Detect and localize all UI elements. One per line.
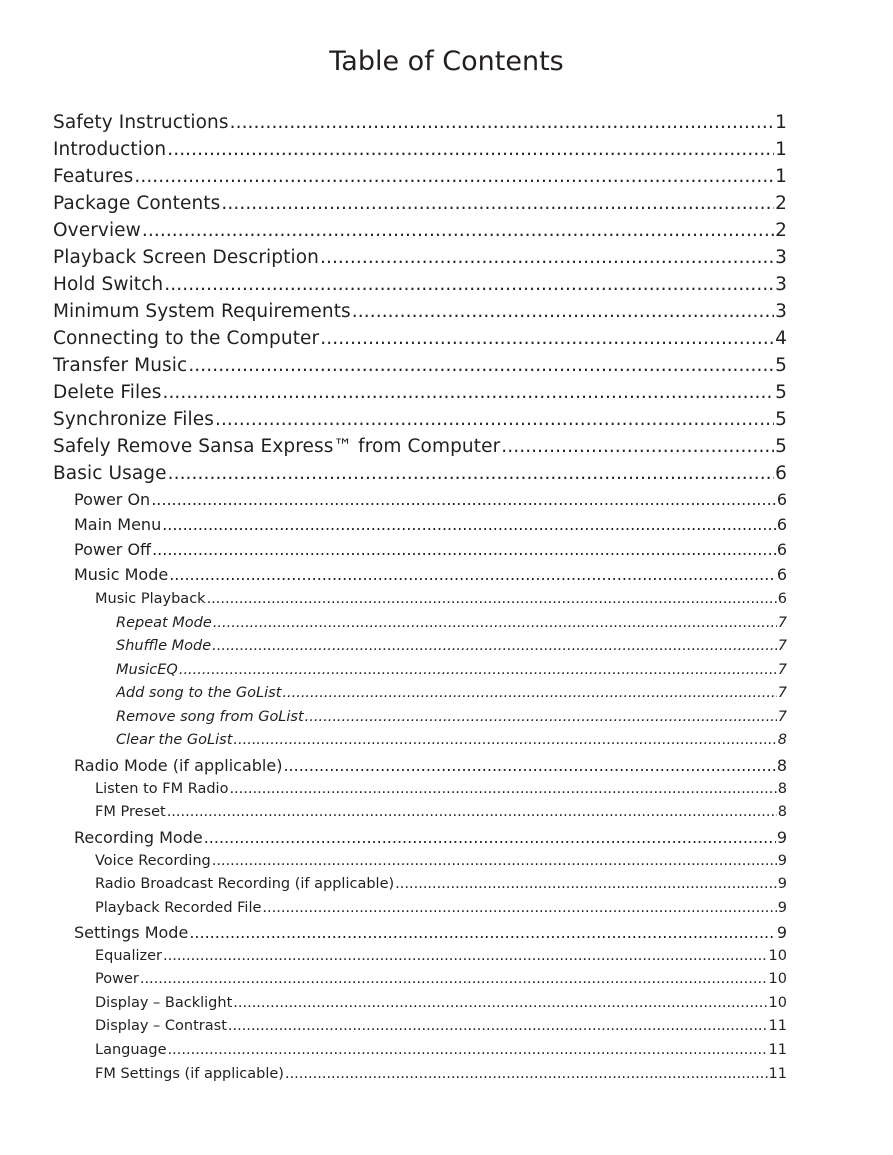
- dot-leader: [134, 166, 774, 187]
- toc-entry-page: 5: [775, 355, 787, 376]
- toc-entry-label: Power On: [74, 490, 151, 509]
- dot-leader: [215, 409, 774, 430]
- toc-entry-page: 5: [775, 436, 787, 457]
- dot-leader: [285, 1066, 768, 1082]
- dot-leader: [142, 220, 774, 241]
- toc-entry-page: 1: [775, 139, 787, 160]
- toc-entry-page: 3: [775, 274, 787, 295]
- toc-entry-page: 6: [776, 565, 787, 584]
- toc-entry-page: 6: [775, 463, 787, 484]
- toc-entry-page: 11: [768, 1018, 787, 1034]
- toc-entry-label: Display – Contrast: [95, 1018, 227, 1034]
- dot-leader: [233, 732, 776, 748]
- toc-entry-label: MusicEQ: [116, 662, 178, 678]
- toc-entry-label: Radio Broadcast Recording (if applicable): [95, 876, 395, 892]
- dot-leader: [229, 781, 776, 797]
- dot-leader: [228, 1018, 768, 1034]
- dot-leader: [213, 615, 777, 631]
- dot-leader: [167, 804, 777, 820]
- toc-entry-label: Recording Mode: [74, 828, 203, 847]
- toc-entry-label: Playback Screen Description: [53, 247, 319, 268]
- toc-entry[interactable]: [53, 166, 787, 192]
- toc-entry-label: Listen to FM Radio: [95, 781, 229, 797]
- toc-entry[interactable]: [53, 139, 787, 165]
- toc-entry-page: 9: [777, 900, 787, 916]
- toc-entry[interactable]: [95, 804, 787, 826]
- toc-entry-page: 7: [777, 638, 787, 654]
- toc-entry-page: 4: [775, 328, 787, 349]
- toc-entry[interactable]: [95, 876, 787, 898]
- toc-entry-page: 9: [776, 828, 787, 847]
- toc-entry-page: 9: [777, 876, 787, 892]
- toc-entry-page: 1: [775, 166, 787, 187]
- toc-entry[interactable]: [53, 382, 787, 408]
- toc-entry-page: 11: [768, 1066, 787, 1082]
- toc-entry-label: Language: [95, 1042, 167, 1058]
- dot-leader: [501, 436, 774, 457]
- toc-entry[interactable]: [53, 247, 787, 273]
- dot-leader: [204, 828, 776, 847]
- toc-entry-label: Features: [53, 166, 134, 187]
- toc-entry-page: 6: [776, 540, 787, 559]
- toc-entry[interactable]: [116, 662, 787, 684]
- toc-entry-label: Radio Mode (if applicable): [74, 756, 283, 775]
- toc-entry[interactable]: [116, 732, 787, 754]
- page-title: Table of Contents: [329, 46, 564, 77]
- toc-entry[interactable]: [53, 463, 787, 489]
- toc-entry-label: Shuffle Mode: [116, 638, 212, 654]
- dot-leader: [164, 274, 774, 295]
- toc-entry[interactable]: [116, 685, 787, 707]
- dot-leader: [207, 591, 777, 607]
- dot-leader: [320, 247, 774, 268]
- toc-entry[interactable]: [74, 565, 787, 589]
- dot-leader: [283, 756, 775, 775]
- dot-leader: [189, 923, 776, 942]
- dot-leader: [212, 638, 777, 654]
- toc-entry[interactable]: [53, 355, 787, 381]
- toc-entry[interactable]: [74, 540, 787, 564]
- toc-entry-label: Synchronize Files: [53, 409, 214, 430]
- toc-entry[interactable]: [95, 995, 787, 1017]
- dot-leader: [395, 876, 777, 892]
- dot-leader: [233, 995, 767, 1011]
- toc-entry-label: Power: [95, 971, 139, 987]
- toc-entry[interactable]: [95, 948, 787, 970]
- toc-entry-page: 10: [768, 948, 787, 964]
- dot-leader: [162, 382, 774, 403]
- toc-entry[interactable]: [53, 193, 787, 219]
- dot-leader: [179, 662, 777, 678]
- toc-entry-label: Voice Recording: [95, 853, 211, 869]
- toc-entry-page: 9: [776, 923, 787, 942]
- toc-entry-label: Repeat Mode: [116, 615, 212, 631]
- toc-entry-page: 3: [775, 301, 787, 322]
- dot-leader: [168, 1042, 768, 1058]
- dot-leader: [151, 490, 776, 509]
- toc-entry-label: Equalizer: [95, 948, 162, 964]
- toc-entry-label: Display – Backlight: [95, 995, 233, 1011]
- toc-entry-label: Music Mode: [74, 565, 169, 584]
- toc-entry-label: Basic Usage: [53, 463, 167, 484]
- toc-entry-label: Power Off: [74, 540, 152, 559]
- toc-entry[interactable]: [53, 301, 787, 327]
- dot-leader: [230, 112, 775, 133]
- toc-entry[interactable]: [95, 1018, 787, 1040]
- toc-entry[interactable]: [95, 853, 787, 875]
- toc-entry-label: Connecting to the Computer: [53, 328, 320, 349]
- toc-entry-label: Music Playback: [95, 591, 206, 607]
- toc-entry[interactable]: [74, 923, 787, 947]
- toc-entry[interactable]: [53, 409, 787, 435]
- dot-leader: [320, 328, 774, 349]
- toc-entry-page: 8: [777, 732, 787, 748]
- toc-entry[interactable]: [95, 781, 787, 803]
- dot-leader: [305, 709, 777, 725]
- toc-entry-page: 6: [777, 591, 787, 607]
- dot-leader: [168, 463, 775, 484]
- toc-entry-page: 5: [775, 409, 787, 430]
- toc-entry-page: 7: [777, 685, 787, 701]
- toc-entry-page: 11: [768, 1042, 787, 1058]
- dot-leader: [282, 685, 776, 701]
- toc-entry-page: 7: [777, 709, 787, 725]
- toc-entry[interactable]: [53, 220, 787, 246]
- toc-entry-page: 5: [775, 382, 787, 403]
- toc-entry-label: Safety Instructions: [53, 112, 229, 133]
- toc-entry-label: Remove song from GoList: [116, 709, 304, 725]
- toc-entry-label: Clear the GoList: [116, 732, 233, 748]
- toc-entry[interactable]: [95, 971, 787, 993]
- toc-entry-label: Safely Remove Sansa Express™ from Computer: [53, 436, 501, 457]
- toc-entry-label: Hold Switch: [53, 274, 164, 295]
- toc-entry-label: FM Preset: [95, 804, 166, 820]
- toc-entry-page: 8: [777, 804, 787, 820]
- dot-leader: [162, 515, 776, 534]
- toc-entry[interactable]: [95, 1042, 787, 1064]
- toc-entry-page: 1: [775, 112, 787, 133]
- toc-entry-label: Overview: [53, 220, 141, 241]
- dot-leader: [140, 971, 768, 987]
- toc-entry[interactable]: [53, 328, 787, 354]
- toc-entry-page: 10: [768, 971, 787, 987]
- toc-entry-label: Settings Mode: [74, 923, 189, 942]
- dot-leader: [152, 540, 776, 559]
- dot-leader: [163, 948, 768, 964]
- toc-entry-label: Playback Recorded File: [95, 900, 262, 916]
- toc-entry[interactable]: [74, 756, 787, 780]
- toc-entry-label: Delete Files: [53, 382, 162, 403]
- dot-leader: [188, 355, 774, 376]
- toc-entry[interactable]: [95, 1066, 787, 1088]
- dot-leader: [212, 853, 777, 869]
- toc-entry-page: 2: [775, 193, 787, 214]
- dot-leader: [167, 139, 774, 160]
- toc-entry[interactable]: [74, 515, 787, 539]
- toc-entry-label: Transfer Music: [53, 355, 188, 376]
- toc-entry-page: 7: [777, 662, 787, 678]
- toc-entry-label: Package Contents: [53, 193, 221, 214]
- toc-entry[interactable]: [74, 490, 787, 514]
- toc-entry[interactable]: [95, 591, 787, 613]
- toc-entry-page: 2: [775, 220, 787, 241]
- toc-entry[interactable]: [53, 274, 787, 300]
- toc-entry[interactable]: [116, 709, 787, 731]
- dot-leader: [262, 900, 776, 916]
- toc-entry-label: Main Menu: [74, 515, 162, 534]
- toc-entry-page: 8: [777, 781, 787, 797]
- dot-leader: [352, 301, 774, 322]
- toc-entry-page: 6: [776, 515, 787, 534]
- toc-entry[interactable]: [53, 112, 787, 138]
- toc-entry-page: 3: [775, 247, 787, 268]
- toc-entry[interactable]: [116, 615, 787, 637]
- toc-entry-page: 7: [777, 615, 787, 631]
- dot-leader: [169, 565, 776, 584]
- toc-entry[interactable]: [116, 638, 787, 660]
- toc-entry-page: 10: [768, 995, 787, 1011]
- toc-entry-page: 6: [776, 490, 787, 509]
- toc-entry[interactable]: [53, 436, 787, 462]
- toc-entry-label: Minimum System Requirements: [53, 301, 351, 322]
- dot-leader: [221, 193, 774, 214]
- toc-entry-label: Add song to the GoList: [116, 685, 282, 701]
- toc-entry-label: Introduction: [53, 139, 167, 160]
- toc-entry-page: 9: [777, 853, 787, 869]
- toc-entry[interactable]: [74, 828, 787, 852]
- toc-entry-label: FM Settings (if applicable): [95, 1066, 284, 1082]
- toc-entry[interactable]: [95, 900, 787, 922]
- toc-entry-page: 8: [776, 756, 787, 775]
